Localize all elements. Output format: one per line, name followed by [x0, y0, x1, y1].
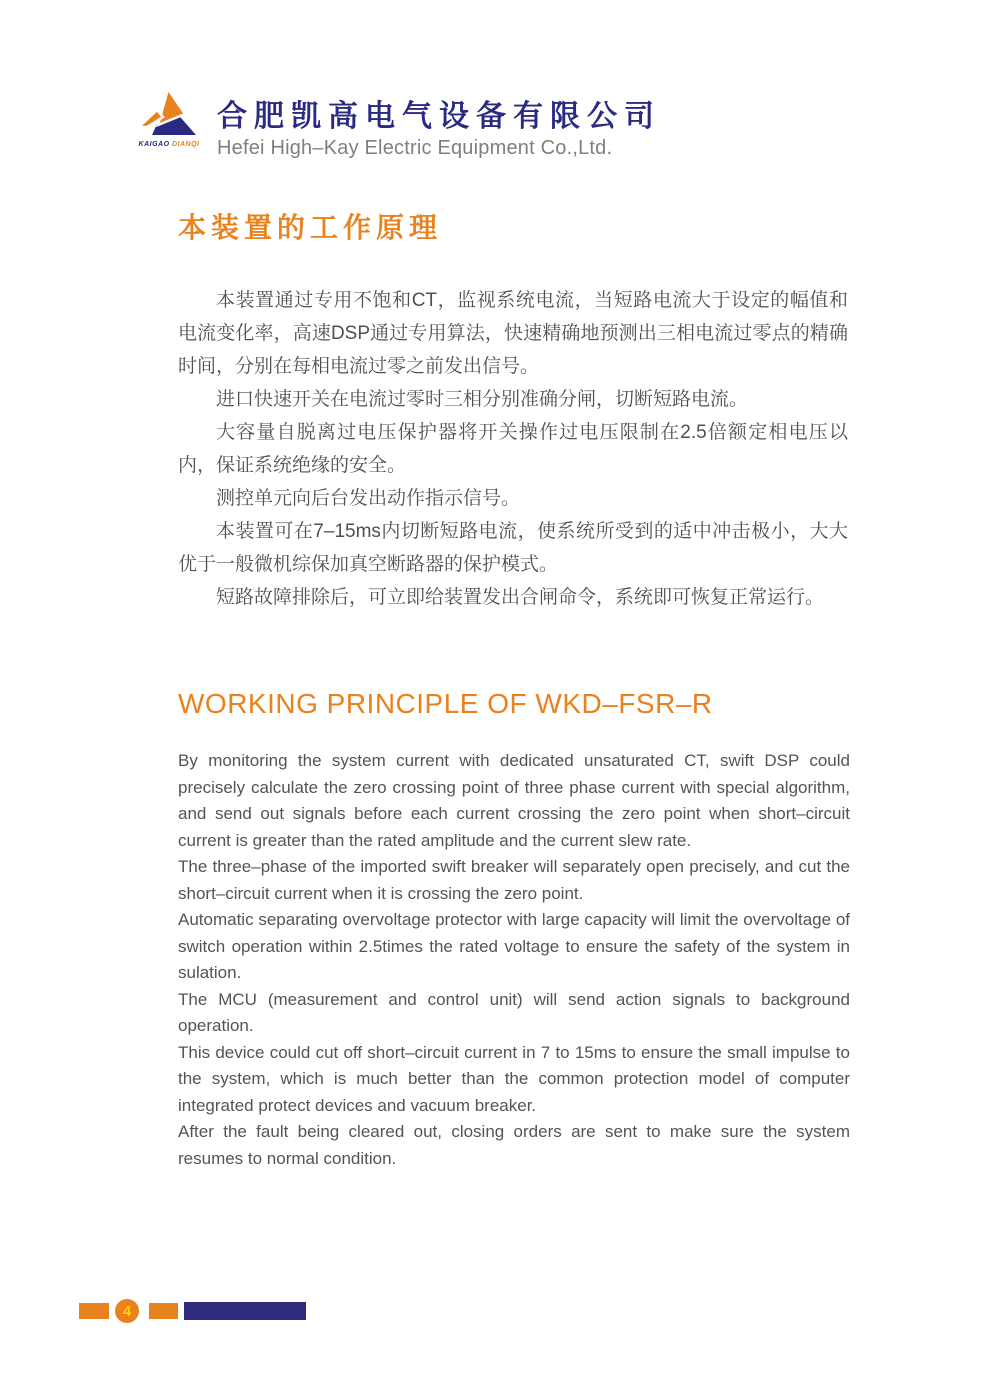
en-paragraph: After the fault being cleared out, closing orders are sent to make sure the system resumes to normal condition.: [178, 1122, 850, 1168]
footer-navy-bar: [184, 1302, 306, 1320]
cn-paragraph: 本装置通过专用不饱和CT，监视系统电流，当短路电流大于设定的幅值和电流变化率，高速DSP通过专用算法，快速精确地预测出三相电流过零点的精确时间，分别在每相电流过零之前发出信号。: [178, 290, 848, 377]
footer-orange-bar-left: [79, 1303, 109, 1319]
en-paragraph: The three–phase of the imported swift breaker will separately open precisely, and cut the short–circuit current when it is crossing the zero point.: [178, 857, 850, 903]
logo-caption: [135, 141, 203, 148]
en-paragraph: Automatic separating overvoltage protector with large capacity will limit the overvoltage of switch operation within 2.5times the rated voltage to ensure the safety of the system in sulation.: [178, 910, 850, 982]
cn-paragraph: 进口快速开关在电流过零时三相分别准确分闸，切断短路电流。: [216, 389, 749, 410]
footer-orange-bar-mid: [149, 1303, 178, 1319]
logo-caption-kaigao: KAIGAO: [138, 141, 170, 148]
en-paragraph: By monitoring the system current with dedicated unsaturated CT, swift DSP could precisely calculate the zero crossing point of three phase current with special algorithm, and send out signals before each current crossing the zero point when short–circuit current is greater than the rated amplitude and the current slew rate.: [178, 751, 850, 850]
section-title-english: WORKING PRINCIPLE OF WKD–FSR–R: [178, 688, 713, 719]
section-body-english: [178, 748, 850, 1172]
page-number-badge: 4: [115, 1299, 139, 1323]
section-body-chinese: [178, 284, 848, 614]
company-logo: [135, 88, 203, 148]
page-header: [135, 88, 661, 160]
cn-paragraph: 短路故障排除后，可立即给装置发出合闸命令，系统即可恢复正常运行。: [216, 587, 825, 608]
company-name-english: Hefei High–Kay Electric Equipment Co.,Ltd.: [217, 137, 613, 159]
logo-caption-dianqi: DIANQI: [171, 141, 200, 148]
en-paragraph: This device could cut off short–circuit current in 7 to 15ms to ensure the small impulse to the system, which is much better than the common protection model of computer integrated protect devices and vacuum breaker.: [178, 1042, 850, 1115]
en-paragraph: The MCU (measurement and control unit) will send action signals to background operation.: [178, 989, 850, 1035]
kaigao-logo-icon: [139, 88, 199, 140]
section-title-chinese: 本装置的工作原理: [178, 212, 443, 243]
company-name-block: [217, 88, 661, 160]
cn-paragraph: 大容量自脱离过电压保护器将开关操作过电压限制在2.5倍额定相电压以内，保证系统绝缘的安全。: [178, 422, 848, 476]
cn-paragraph: 本装置可在7–15ms内切断短路电流，使系统所受到的适中冲击极小，大大优于一般微机综保加真空断路器的保护模式。: [178, 521, 848, 575]
company-name-chinese: 合肥凯高电气设备有限公司: [217, 100, 661, 133]
cn-paragraph: 测控单元向后台发出动作指示信号。: [216, 488, 521, 509]
